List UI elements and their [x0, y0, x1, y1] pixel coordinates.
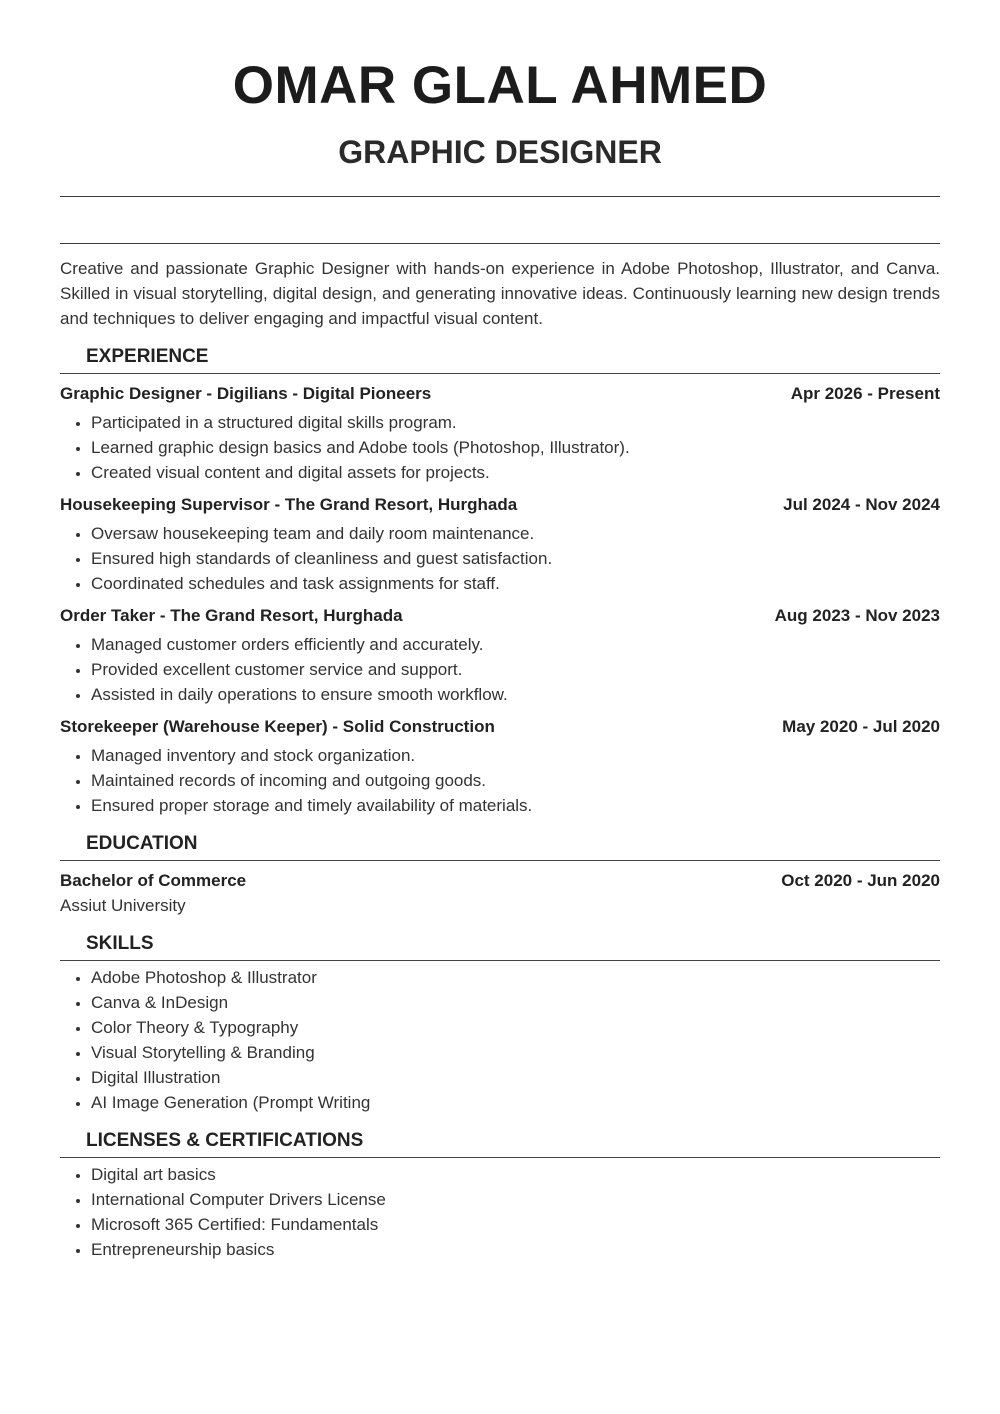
experience-heading: EXPERIENCE: [86, 346, 209, 367]
contact-band: [60, 197, 940, 243]
job-entry: [60, 715, 940, 818]
experience-section: [60, 345, 940, 818]
job-role: Order Taker - The Grand Resort, Hurghada: [60, 606, 403, 625]
profile-summary: Creative and passionate Graphic Designer with hands-on experience in Adobe Photoshop, Illustrator, and Canva. Skilled in visual storytelling, digital design, and generating innovative ideas. Continuously learning new design trends and techniques to deliver engaging and impactful visual content.: [60, 259, 940, 328]
job-header: [60, 604, 940, 628]
job-dates: Apr 2026 - Present: [790, 384, 940, 403]
certification-item: • Digital art basics: [91, 1162, 940, 1187]
education-divider: [60, 860, 940, 861]
job-duties: [60, 410, 940, 485]
skill-item: • Visual Storytelling & Branding: [91, 1040, 940, 1065]
job-header: [60, 493, 940, 517]
job-header: [60, 382, 940, 406]
candidate-name: OMAR GLAL AHMED: [232, 56, 768, 115]
certifications-section: [60, 1129, 940, 1262]
skills-heading: SKILLS: [86, 933, 154, 954]
education-dates: Oct 2020 - Jun 2020: [781, 871, 940, 890]
skill-item: • Adobe Photoshop & Illustrator: [91, 965, 940, 990]
skills-divider: [60, 960, 940, 961]
job-entry: [60, 493, 940, 596]
job-role: Graphic Designer - Digilians - Digital Pioneers: [60, 384, 432, 403]
job-duties: [60, 743, 940, 818]
school-name: Assiut University: [60, 896, 186, 915]
skills-list: [60, 965, 940, 1115]
job-entry: [60, 382, 940, 485]
job-role: Storekeeper (Warehouse Keeper) - Solid Construction: [60, 717, 495, 736]
job-duty: • Ensured high standards of cleanliness and guest satisfaction.: [91, 546, 940, 571]
skill-item: • Color Theory & Typography: [91, 1015, 940, 1040]
job-role: Housekeeping Supervisor - The Grand Resort, Hurghada: [60, 495, 518, 514]
job-dates: Jul 2024 - Nov 2024: [783, 495, 940, 514]
job-duty: • Managed customer orders efficiently and accurately.: [91, 632, 940, 657]
job-duty: • Created visual content and digital assets for projects.: [91, 460, 940, 485]
job-duties: [60, 632, 940, 707]
certifications-divider: [60, 1157, 940, 1158]
job-dates: Aug 2023 - Nov 2023: [774, 606, 940, 625]
certifications-heading: LICENSES & CERTIFICATIONS: [86, 1130, 364, 1151]
certifications-list: [60, 1162, 940, 1262]
candidate-title: GRAPHIC DESIGNER: [338, 134, 662, 170]
job-header: [60, 715, 940, 739]
skill-item: • Digital Illustration: [91, 1065, 940, 1090]
skill-item: • Canva & InDesign: [91, 990, 940, 1015]
job-duty: • Learned graphic design basics and Adobe tools (Photoshop, Illustrator).: [91, 435, 940, 460]
job-duty: • Managed inventory and stock organization.: [91, 743, 940, 768]
education-header: [60, 869, 940, 893]
skill-item: • AI Image Generation (Prompt Writing: [91, 1090, 940, 1115]
job-duty: • Participated in a structured digital skills program.: [91, 410, 940, 435]
certification-item: • Microsoft 365 Certified: Fundamentals: [91, 1212, 940, 1237]
header-divider-bottom: [60, 243, 940, 244]
degree-name: Bachelor of Commerce: [60, 871, 247, 890]
job-duty: • Assisted in daily operations to ensure smooth workflow.: [91, 682, 940, 707]
job-duty: • Provided excellent customer service and support.: [91, 657, 940, 682]
certification-item: • International Computer Drivers License: [91, 1187, 940, 1212]
job-dates: May 2020 - Jul 2020: [782, 717, 940, 736]
job-duties: [60, 521, 940, 596]
job-entry: [60, 604, 940, 707]
education-entry: [60, 869, 940, 918]
education-section: [60, 832, 940, 918]
education-heading: EDUCATION: [86, 833, 198, 854]
job-duty: • Coordinated schedules and task assignments for staff.: [91, 571, 940, 596]
certification-item: • Entrepreneurship basics: [91, 1237, 940, 1262]
job-duty: • Oversaw housekeeping team and daily room maintenance.: [91, 521, 940, 546]
job-duty: • Ensured proper storage and timely availability of materials.: [91, 793, 940, 818]
job-duty: • Maintained records of incoming and outgoing goods.: [91, 768, 940, 793]
experience-divider: [60, 373, 940, 374]
skills-section: [60, 932, 940, 1115]
